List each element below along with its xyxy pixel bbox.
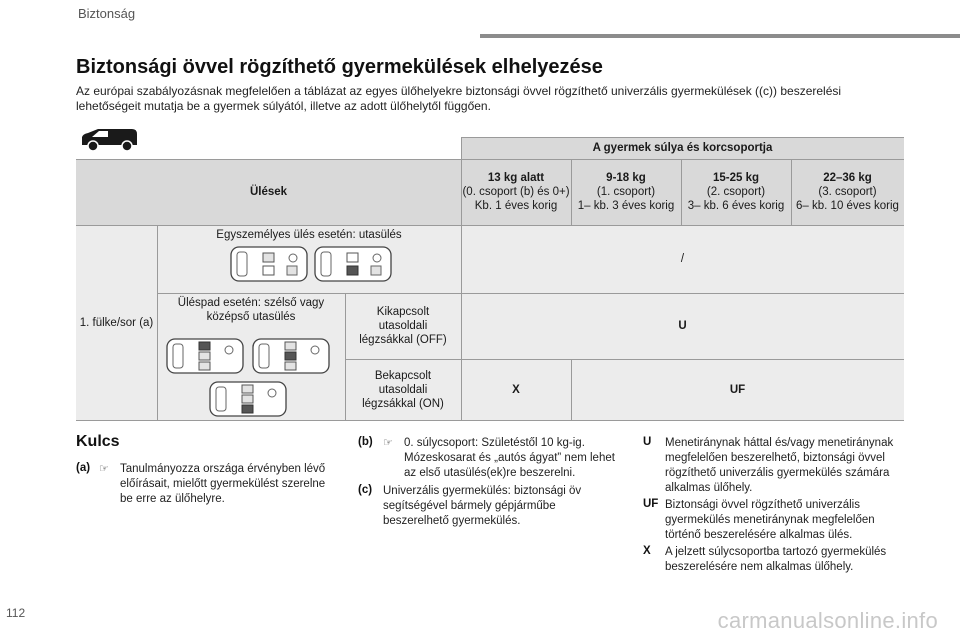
airbag-off-value [461,293,904,359]
weight-group-header-text: A gyermek súlya és korcsoportja [592,142,773,154]
single-seat-value-text: / [680,253,685,265]
header-bar [480,34,960,38]
pointing-hand-icon: ☞ [383,437,393,449]
airbag-off-cell [345,293,461,359]
airbag-on-value-uf-text: UF [729,383,746,396]
weight-column-0 [461,159,571,225]
key-text-a: Tanulmányozza országa érvényben lévő előírásait, mielőtt gyermekülést szerelne be erre az ülőhelyre. [120,463,326,505]
airbag-on-cell [345,359,461,420]
table-line [571,359,572,420]
weight-column-desc: (3. csoport) 6– kb. 10 éves korig [796,186,899,212]
table-line [461,137,904,138]
airbag-on-label: Bekapcsolt utasoldali légzsákkal (ON) [362,369,444,410]
weight-column-3 [791,159,904,225]
key-tag-x: X [643,545,651,557]
van-icon [80,126,140,152]
weight-column-weight: 9-18 kg [606,172,646,184]
table-line [571,159,572,225]
weight-column-weight: 22–36 kg [823,172,872,184]
key-text-x: A jelzett súlycsoportba tartozó gyermekülés beszerelésére nem alkalmas ülőhely. [665,546,887,573]
key-text-c: Univerzális gyermekülés: biztonsági öv segítségével bármely gépjárműbe beszerelhető gyermekülés. [383,485,582,527]
car-seat-diagram-icon [208,380,288,418]
page-number: 112 [6,606,26,620]
pointing-hand-icon: ☞ [99,463,109,475]
row-label [76,225,157,420]
airbag-off-label: Kikapcsolt utasoldali légzsákkal (OFF) [359,306,447,346]
table-line [76,159,904,160]
weight-group-header [461,137,904,159]
airbag-on-value-x [461,359,571,420]
airbag-off-value-text: U [678,320,687,332]
key-text-uf: Biztonsági övvel rögzíthető univerzális gyermekülés menetiránynak megfelelően történő beszerelésére alkalmas ülés. [665,499,875,541]
table-line [76,225,904,226]
car-seat-diagram-icon [251,336,331,376]
row-label-text: 1. fülke/sor (a) [79,316,154,329]
single-seat-label: Egyszemélyes ülés esetén: utasülés [216,229,402,241]
key-text-u: Menetiránynak háttal és/vagy menetiránynak megfelelően beszerelhető, biztonsági övvel rögzíthető univerzális gyermekülés számára alkalmas ülőhely. [665,437,894,494]
car-seat-diagram-icon [229,244,309,284]
weight-column-desc: (2. csoport) 3– kb. 6 éves korig [687,186,785,212]
airbag-on-value-uf [571,359,904,420]
key-text-b: 0. súlycsoport: Születéstől 10 kg-ig. Mózeskosarat és „autós ágyat” nem lehet az első utasülés(ek)re beszerelni. [404,437,615,479]
car-seat-diagram-icon [165,336,245,376]
table-line [157,225,158,420]
table-line [791,159,792,225]
weight-column-desc: (0. csoport (b) és 0+) Kb. 1 éves korig [462,186,570,212]
weight-column-weight: 15-25 kg [712,172,760,184]
table-line [681,159,682,225]
airbag-on-value-x-text: X [512,383,520,396]
watermark: carmanualsonline.info [717,608,938,633]
key-tag-u: U [643,436,652,448]
single-seat-value [461,225,904,293]
key-tag-b: (b) [358,436,373,448]
key-tag-c: (c) [358,484,373,496]
seats-header [76,159,461,225]
weight-column-weight: 13 kg alatt [487,172,545,184]
table-line [345,359,904,360]
car-seat-diagram-icon [313,244,393,284]
key-tag-a: (a) [76,462,91,474]
single-seat-cell [157,225,461,293]
key-title: Kulcs [76,433,120,450]
seats-header-text: Ülések [249,186,288,198]
weight-column-desc: (1. csoport) 1– kb. 3 éves korig [577,186,675,212]
key-tag-uf: UF [643,498,659,510]
section-label: Biztonság [78,6,136,21]
table-line [345,293,346,420]
bench-seat-label: Üléspad esetén: szélső vagy középső utasülés [177,297,325,323]
weight-column-2 [681,159,791,225]
page-title: Biztonsági övvel rögzíthető gyermekülések elhelyezése [76,56,603,78]
intro-paragraph: Az európai szabályozásnak megfelelően a táblázat az egyes ülőhelyekre biztonsági övvel rögzíthető univerzális gyermekülések ((c)) beszerelési lehetőségeit mutatja be a gyermek súlyától, illetve az adott ülőhelytől függően. [76,84,842,113]
table-line [461,137,462,420]
table-line [157,293,904,294]
table-line [76,420,904,421]
weight-column-1 [571,159,681,225]
